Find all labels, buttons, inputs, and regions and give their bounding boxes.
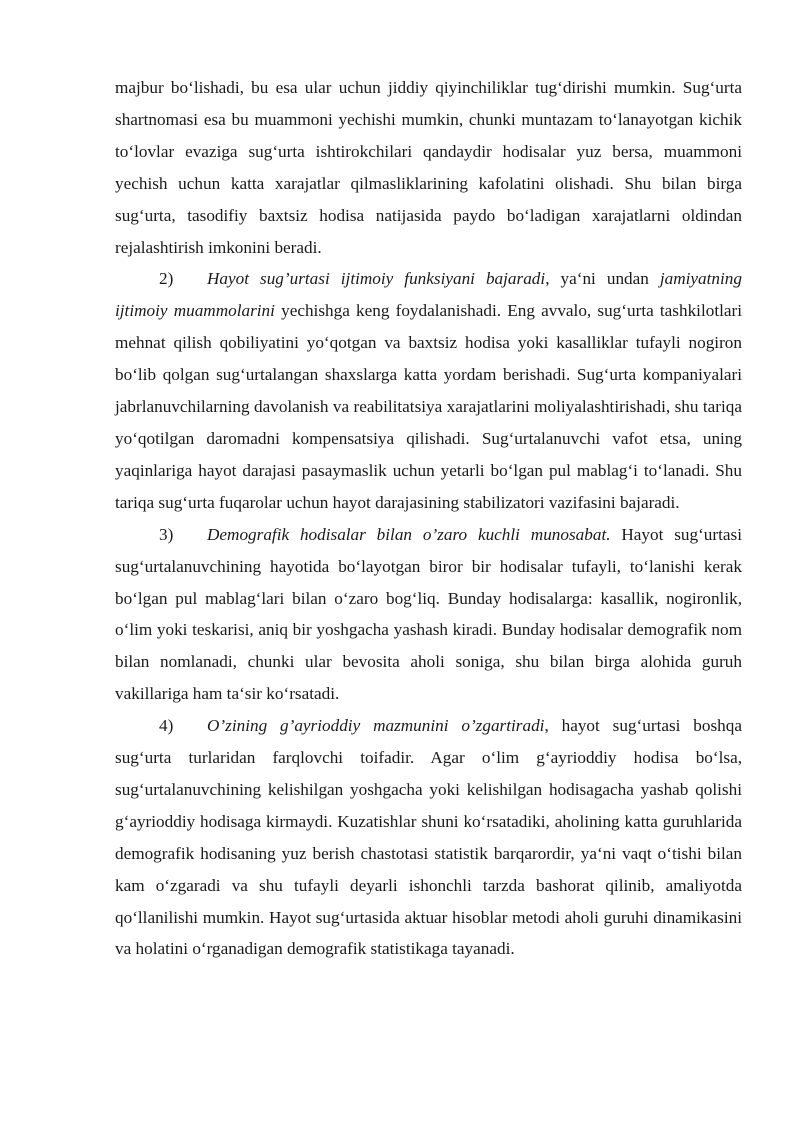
list-item-title: Hayot sug’urtasi ijtimoiy funksiyani bajaradi	[207, 269, 546, 289]
list-item-text: yechishga keng foydalanishadi. Eng avvalo, sug‘urta tashkilotlari mehnat qilish qobiliyatini yo‘qotgan va baxtsiz hodisa yoki kasalliklar tufayli nogiron bo‘lib qolgan sug‘urtalangan shaxslarga katta yordam berishadi. Sug‘urta kompaniyalari jabrlanuvchilarning davolanish va reabilitatsiya xarajatlarini moliyalashtirishadi, shu tariqa yo‘qotilgan daromadni kompensatsiya qilishadi. Sug‘urtalanuvchi vafot etsa, uning yaqinlariga hayot darajasi pasaymaslik uchun yetarli bo‘lgan pul mablag‘i to‘lanadi. Shu tariqa sug‘urta fuqarolar uchun hayot darajasining stabilizatori vazifasini bajaradi.	[115, 301, 743, 512]
list-item-number: 2)	[159, 269, 174, 289]
list-item-title: Demografik hodisalar bilan o’zaro kuchli munosabat.	[207, 524, 611, 544]
list-item-text: , ya‘ni undan	[545, 269, 660, 289]
list-item-text: Hayot sug‘urtasi sug‘urtalanuvchining hayotida bo‘layotgan biror bir hodisalar tufayli, to‘lanishi kerak bo‘lgan pul mablag‘lari bilan o‘zaro bog‘liq. Bunday hodisalarga: kasallik, nogironlik, o‘lim yoki teskarisi, aniq bir yoshgacha yashash kiradi. Bunday hodisalar demografik nom bilan nomlanadi, chunki ular bevosita aholi soniga, shu bilan birga alohida guruh vakillariga ham ta‘sir ko‘rsatadi.	[115, 524, 742, 704]
list-item-4	[115, 710, 742, 965]
document-page	[115, 72, 742, 965]
list-item-number: 4)	[159, 716, 174, 736]
list-item-text: , hayot sug‘urtasi boshqa sug‘urta turlaridan farqlovchi toifadir. Agar o‘lim g‘ayrioddiy hodisa bo‘lsa, sug‘urtalanuvchining kelishilgan yoshgacha yoki kelishilgan hodisagacha yashab qolishi g‘ayrioddiy hodisaga kirmaydi. Kuzatishlar shuni ko‘rsatadiki, aholining katta guruhlarida demografik hodisaning yuz berish chastotasi statistik barqarordir, ya‘ni vaqt o‘tishi bilan kam o‘zgaradi va shu tufayli deyarli ishonchli tarzda bashorat qilinib, amaliyotda qo‘llanilishi mumkin. Hayot sug‘urtasida aktuar hisoblar metodi aholi guruhi dinamikasini va holatini o‘rganadigan demografik statistikaga tayanadi.	[115, 716, 742, 959]
list-item-2	[115, 263, 742, 518]
list-item-number: 3)	[159, 524, 174, 544]
intro-paragraph: majbur bo‘lishadi, bu esa ular uchun jiddiy qiyinchiliklar tug‘dirishi mumkin. Sug‘urta shartnomasi esa bu muammoni yechishi mumkin, chunki muntazam to‘lanayotgan kichik to‘lovlar evaziga sug‘urta ishtirokchilari qandaydir hodisalar yuz bersa, muammoni yechish uchun katta xarajatlar qilmasliklarining kafolatini olishadi. Shu bilan birga sug‘urta, tasodifiy baxtsiz hodisa natijasida paydo bo‘ladigan xarajatlarni oldindan rejalashtirish imkonini beradi.	[115, 78, 742, 257]
list-item-3	[115, 519, 742, 710]
list-item-emphasis: jamiyatning ijtimoiy muammolarini	[115, 269, 742, 321]
list-item-title: O’zining g’ayrioddiy mazmunini o’zgartiradi	[207, 716, 545, 736]
